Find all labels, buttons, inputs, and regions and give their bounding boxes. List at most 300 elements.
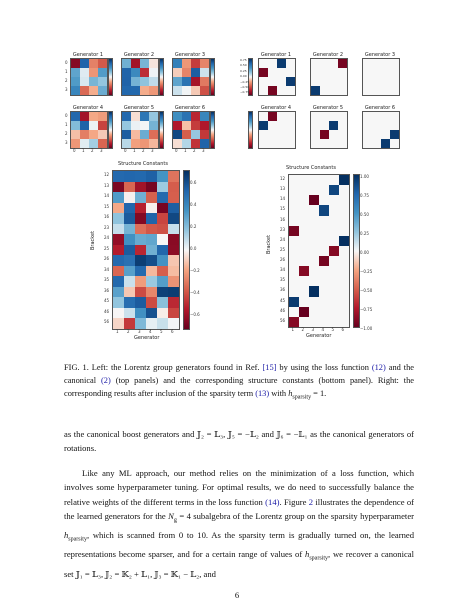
heatmap-cell bbox=[259, 86, 268, 95]
heatmap-cell bbox=[124, 297, 135, 308]
heatmap-cell bbox=[363, 121, 372, 130]
heatmap-cell bbox=[182, 121, 191, 130]
caption-text: with bbox=[269, 389, 289, 398]
heatmap-cell bbox=[124, 318, 135, 329]
heatmap-cell bbox=[191, 130, 200, 139]
col-label: 2 bbox=[301, 327, 305, 332]
generator-title: Generator 1 bbox=[72, 52, 104, 58]
heatmap-cell bbox=[339, 276, 349, 286]
heatmap-cell bbox=[329, 175, 339, 185]
heatmap-cell bbox=[329, 112, 338, 121]
heatmap-cell bbox=[372, 121, 381, 130]
heatmap-cell bbox=[329, 246, 339, 256]
heatmap-cell bbox=[200, 130, 209, 139]
heatmap-cell bbox=[89, 59, 98, 68]
colorbar-tick: −0.25 bbox=[360, 269, 373, 274]
heatmap-cell bbox=[168, 234, 179, 245]
tick-label: 3 bbox=[151, 148, 154, 153]
tick-label: 3 bbox=[202, 148, 205, 153]
colorbar bbox=[108, 111, 113, 149]
heatmap-cell bbox=[113, 318, 124, 329]
col-label: 5 bbox=[331, 327, 335, 332]
heatmap-cell bbox=[286, 130, 295, 139]
heatmap-cell bbox=[268, 130, 277, 139]
heatmap-cell bbox=[80, 86, 89, 95]
heatmap-cell bbox=[168, 182, 179, 193]
generator-title: Generator 5 bbox=[312, 105, 344, 111]
heatmap-cell bbox=[289, 205, 299, 215]
heatmap-cell bbox=[131, 139, 140, 148]
heatmap-cell bbox=[339, 256, 349, 266]
colorbar-tick: −0.50 bbox=[240, 85, 250, 89]
heatmap-cell bbox=[80, 68, 89, 77]
heatmap-cell bbox=[363, 86, 372, 95]
col-label: 3 bbox=[311, 327, 315, 332]
tick-label: 3 bbox=[65, 140, 68, 145]
math-sub: sparsity bbox=[292, 394, 312, 401]
heatmap-cell bbox=[131, 112, 140, 121]
heatmap-cell bbox=[113, 276, 124, 287]
heatmap-cell bbox=[289, 175, 299, 185]
heatmap-cell bbox=[299, 307, 309, 317]
heatmap-cell bbox=[124, 287, 135, 298]
heatmap-cell bbox=[113, 224, 124, 235]
heatmap-cell bbox=[329, 286, 339, 296]
heatmap-cell bbox=[124, 182, 135, 193]
row-label: 35 bbox=[104, 277, 110, 283]
heatmap-cell bbox=[124, 308, 135, 319]
heatmap-cell bbox=[299, 226, 309, 236]
heatmap-cell bbox=[71, 130, 80, 139]
colorbar-tick: 0.50 bbox=[360, 212, 369, 217]
heatmap-cell bbox=[200, 112, 209, 121]
colorbar-tick: 0.4 bbox=[190, 202, 197, 207]
heatmap-cell bbox=[124, 276, 135, 287]
row-label: 26 bbox=[280, 257, 286, 263]
eq-link[interactable]: (12) bbox=[371, 363, 386, 372]
row-label: 14 bbox=[280, 196, 286, 202]
heatmap-cell bbox=[124, 266, 135, 277]
colorbar bbox=[159, 111, 164, 149]
caption-text: and the canonical bbox=[64, 363, 414, 385]
heatmap-cell bbox=[124, 171, 135, 182]
colorbar bbox=[210, 111, 215, 149]
heatmap-cell bbox=[309, 256, 319, 266]
heatmap-cell bbox=[173, 112, 182, 121]
heatmap-cell bbox=[80, 130, 89, 139]
heatmap-cell bbox=[140, 77, 149, 86]
heatmap-cell bbox=[157, 287, 168, 298]
heatmap-cell bbox=[390, 121, 399, 130]
heatmap-cell bbox=[71, 77, 80, 86]
heatmap-cell bbox=[289, 185, 299, 195]
heatmap-cell bbox=[173, 139, 182, 148]
heatmap-cell bbox=[157, 182, 168, 193]
row-label: 14 bbox=[104, 193, 110, 199]
heatmap-cell bbox=[309, 236, 319, 246]
heatmap-cell bbox=[277, 121, 286, 130]
heatmap-cell bbox=[122, 130, 131, 139]
heatmap-cell bbox=[146, 297, 157, 308]
heatmap-cell bbox=[157, 171, 168, 182]
heatmap-cell bbox=[149, 130, 158, 139]
generator-heatmap bbox=[258, 111, 296, 149]
heatmap-cell bbox=[339, 266, 349, 276]
heatmap-cell bbox=[135, 182, 146, 193]
heatmap-cell bbox=[319, 286, 329, 296]
heatmap-cell bbox=[131, 121, 140, 130]
generator-title: Generator 2 bbox=[312, 52, 344, 58]
row-label: 45 bbox=[280, 297, 286, 303]
colorbar-tick: 0.25 bbox=[240, 68, 247, 73]
heatmap-cell bbox=[168, 203, 179, 214]
row-label: 34 bbox=[280, 267, 286, 273]
heatmap-cell bbox=[329, 68, 338, 77]
page-number: 6 bbox=[234, 590, 240, 600]
heatmap-cell bbox=[372, 112, 381, 121]
heatmap-cell bbox=[182, 130, 191, 139]
generator-title: Generator 6 bbox=[364, 105, 396, 111]
heatmap-cell bbox=[338, 68, 347, 77]
heatmap-cell bbox=[124, 255, 135, 266]
tick-label: 1 bbox=[184, 148, 187, 153]
heatmap-cell bbox=[268, 139, 277, 148]
heatmap-cell bbox=[149, 68, 158, 77]
tick-label: 2 bbox=[142, 148, 145, 153]
heatmap-cell bbox=[309, 246, 319, 256]
heatmap-cell bbox=[339, 307, 349, 317]
heatmap-cell bbox=[299, 246, 309, 256]
heatmap-cell bbox=[289, 246, 299, 256]
generator-title: Generator 5 bbox=[123, 105, 155, 111]
heatmap-cell bbox=[146, 255, 157, 266]
generator-heatmap bbox=[310, 111, 348, 149]
colorbar bbox=[159, 58, 164, 96]
heatmap-cell bbox=[338, 139, 347, 148]
col-label: 1 bbox=[291, 327, 295, 332]
heatmap-cell bbox=[98, 112, 107, 121]
heatmap-cell bbox=[140, 68, 149, 77]
heatmap-cell bbox=[168, 213, 179, 224]
heatmap-cell bbox=[339, 175, 349, 185]
heatmap-cell bbox=[168, 171, 179, 182]
heatmap-cell bbox=[319, 236, 329, 246]
heatmap-cell bbox=[146, 287, 157, 298]
heatmap-cell bbox=[135, 266, 146, 277]
colorbar-tick: −0.6 bbox=[190, 312, 200, 317]
tick-label: 1 bbox=[82, 148, 85, 153]
x-axis-label: Generator bbox=[134, 335, 160, 341]
heatmap-cell bbox=[329, 236, 339, 246]
heatmap-cell bbox=[98, 68, 107, 77]
heatmap-cell bbox=[289, 286, 299, 296]
heatmap-cell bbox=[299, 266, 309, 276]
heatmap-cell bbox=[124, 234, 135, 245]
structure-heatmap bbox=[288, 174, 350, 328]
heatmap-cell bbox=[289, 276, 299, 286]
colorbar-tick: 0.00 bbox=[360, 250, 369, 255]
heatmap-cell bbox=[277, 68, 286, 77]
heatmap-cell bbox=[135, 224, 146, 235]
heatmap-cell bbox=[339, 216, 349, 226]
heatmap-cell bbox=[299, 317, 309, 327]
heatmap-cell bbox=[113, 308, 124, 319]
heatmap-cell bbox=[146, 203, 157, 214]
row-label: 25 bbox=[104, 245, 110, 251]
heatmap-cell bbox=[289, 266, 299, 276]
heatmap-cell bbox=[157, 192, 168, 203]
heatmap-cell bbox=[299, 276, 309, 286]
heatmap-cell bbox=[381, 112, 390, 121]
heatmap-cell bbox=[168, 266, 179, 277]
heatmap-cell bbox=[191, 77, 200, 86]
tick-label: 2 bbox=[65, 131, 68, 136]
right-structure-constants-panel bbox=[266, 160, 381, 340]
heatmap-cell bbox=[329, 205, 339, 215]
heatmap-cell bbox=[339, 297, 349, 307]
heatmap-cell bbox=[131, 59, 140, 68]
para-text: and bbox=[258, 429, 277, 439]
heatmap-cell bbox=[363, 112, 372, 121]
heatmap-cell bbox=[339, 246, 349, 256]
heatmap-cell bbox=[339, 236, 349, 246]
heatmap-cell bbox=[173, 130, 182, 139]
heatmap-cell bbox=[113, 182, 124, 193]
tick-label: 2 bbox=[193, 148, 196, 153]
heatmap-cell bbox=[149, 77, 158, 86]
heatmap-cell bbox=[299, 236, 309, 246]
heatmap-cell bbox=[122, 59, 131, 68]
heatmap-cell bbox=[182, 59, 191, 68]
math-sub: g bbox=[173, 517, 177, 524]
generator-heatmap bbox=[172, 58, 210, 96]
generator-title: Generator 3 bbox=[174, 52, 206, 58]
heatmap-cell bbox=[319, 205, 329, 215]
math-h: h bbox=[305, 549, 310, 560]
heatmap-cell bbox=[286, 112, 295, 121]
heatmap-cell bbox=[200, 86, 209, 95]
heatmap-cell bbox=[319, 185, 329, 195]
heatmap-cell bbox=[309, 226, 319, 236]
heatmap-cell bbox=[268, 77, 277, 86]
heatmap-cell bbox=[140, 139, 149, 148]
colorbar-tick: −0.75 bbox=[360, 307, 373, 312]
generator-heatmap bbox=[362, 58, 400, 96]
heatmap-cell bbox=[135, 213, 146, 224]
generator-heatmap bbox=[70, 111, 108, 149]
heatmap-cell bbox=[80, 59, 89, 68]
row-label: 12 bbox=[104, 172, 110, 177]
heatmap-cell bbox=[372, 59, 381, 68]
heatmap-cell bbox=[390, 59, 399, 68]
heatmap-cell bbox=[381, 139, 390, 148]
heatmap-cell bbox=[146, 171, 157, 182]
heatmap-cell bbox=[122, 68, 131, 77]
heatmap-cell bbox=[149, 121, 158, 130]
heatmap-cell bbox=[113, 266, 124, 277]
heatmap-cell bbox=[131, 130, 140, 139]
heatmap-cell bbox=[200, 121, 209, 130]
tick-label: 0 bbox=[175, 148, 178, 153]
heatmap-cell bbox=[277, 139, 286, 148]
eq-link[interactable]: (13) bbox=[255, 389, 270, 398]
heatmap-cell bbox=[329, 226, 339, 236]
colorbar bbox=[183, 170, 190, 330]
heatmap-cell bbox=[157, 245, 168, 256]
eq-link[interactable]: (2) bbox=[101, 376, 111, 385]
heatmap-cell bbox=[168, 192, 179, 203]
tick-label: 2 bbox=[65, 78, 68, 83]
heatmap-cell bbox=[124, 213, 135, 224]
x-axis-label: Generator bbox=[306, 333, 332, 339]
heatmap-cell bbox=[320, 130, 329, 139]
heatmap-cell bbox=[390, 112, 399, 121]
heatmap-cell bbox=[131, 68, 140, 77]
heatmap-cell bbox=[135, 192, 146, 203]
heatmap-cell bbox=[286, 139, 295, 148]
heatmap-cell bbox=[146, 234, 157, 245]
heatmap-cell bbox=[338, 59, 347, 68]
colorbar bbox=[353, 174, 360, 328]
heatmap-cell bbox=[135, 245, 146, 256]
heatmap-cell bbox=[372, 139, 381, 148]
heatmap-cell bbox=[191, 112, 200, 121]
heatmap-cell bbox=[277, 59, 286, 68]
heatmap-cell bbox=[289, 317, 299, 327]
heatmap-cell bbox=[89, 77, 98, 86]
heatmap-cell bbox=[319, 276, 329, 286]
heatmap-cell bbox=[191, 86, 200, 95]
heatmap-cell bbox=[329, 77, 338, 86]
heatmap-cell bbox=[157, 318, 168, 329]
heatmap-cell bbox=[286, 77, 295, 86]
heatmap-cell bbox=[311, 121, 320, 130]
heatmap-cell bbox=[381, 121, 390, 130]
heatmap-cell bbox=[381, 130, 390, 139]
para-text: illustrates the dependence of the learned generators for the bbox=[64, 496, 414, 522]
heatmap-cell bbox=[339, 226, 349, 236]
figure-link[interactable]: 2 bbox=[308, 496, 314, 507]
heatmap-cell bbox=[268, 121, 277, 130]
y-axis-label: Bracket bbox=[90, 230, 96, 250]
colorbar-tick: 0.75 bbox=[240, 58, 247, 62]
heatmap-cell bbox=[309, 175, 319, 185]
heatmap-cell bbox=[80, 77, 89, 86]
heatmap-cell bbox=[329, 276, 339, 286]
caption-text: = 1. bbox=[311, 389, 327, 398]
heatmap-cell bbox=[339, 317, 349, 327]
colorbar-tick: 0.0 bbox=[190, 246, 197, 251]
heatmap-cell bbox=[363, 77, 372, 86]
heatmap-cell bbox=[131, 86, 140, 95]
heatmap-cell bbox=[329, 266, 339, 276]
heatmap-cell bbox=[168, 308, 179, 319]
heatmap-cell bbox=[200, 59, 209, 68]
tick-label: 1 bbox=[65, 122, 68, 127]
heatmap-cell bbox=[329, 185, 339, 195]
para-text: , we recover a canonical set 𝕁₁ = 𝕃₃, 𝕁₂ = 𝕂₂ + 𝕃₁, 𝕁₃ = 𝕂₁ − 𝕃₂, and bbox=[64, 549, 414, 579]
row-label: 24 bbox=[104, 235, 110, 241]
heatmap-cell bbox=[182, 139, 191, 148]
para-text: Like any ML approach, our method relies on the minimization of a loss function, which involves some hyperparameter tuning. For optimal results, we do need to successfully balance the relative weights of the different terms in the loss function bbox=[64, 468, 414, 507]
heatmap-cell bbox=[140, 59, 149, 68]
heatmap-cell bbox=[259, 121, 268, 130]
heatmap-cell bbox=[191, 68, 200, 77]
heatmap-cell bbox=[122, 77, 131, 86]
heatmap-cell bbox=[319, 297, 329, 307]
heatmap-cell bbox=[146, 245, 157, 256]
heatmap-cell bbox=[135, 234, 146, 245]
heatmap-cell bbox=[168, 297, 179, 308]
generator-title: Generator 4 bbox=[72, 105, 104, 111]
heatmap-cell bbox=[131, 77, 140, 86]
heatmap-cell bbox=[268, 68, 277, 77]
heatmap-cell bbox=[259, 77, 268, 86]
para-text: = 4 subalgebra of the Lorentz group on the sparsity hyperparameter bbox=[176, 511, 414, 522]
heatmap-cell bbox=[339, 286, 349, 296]
generator-heatmap bbox=[310, 58, 348, 96]
heatmap-cell bbox=[277, 130, 286, 139]
heatmap-cell bbox=[289, 226, 299, 236]
heatmap-cell bbox=[338, 112, 347, 121]
heatmap-cell bbox=[329, 130, 338, 139]
heatmap-cell bbox=[268, 59, 277, 68]
heatmap-cell bbox=[309, 185, 319, 195]
heatmap-cell bbox=[277, 112, 286, 121]
row-label: 16 bbox=[280, 216, 286, 222]
heatmap-cell bbox=[311, 130, 320, 139]
heatmap-cell bbox=[329, 86, 338, 95]
right-generator-panels bbox=[240, 52, 420, 162]
heatmap-cell bbox=[71, 68, 80, 77]
heatmap-cell bbox=[71, 112, 80, 121]
heatmap-cell bbox=[277, 77, 286, 86]
col-label: 6 bbox=[171, 329, 174, 334]
eq-link[interactable]: (14) bbox=[265, 496, 280, 507]
heatmap-cell bbox=[135, 171, 146, 182]
heatmap-cell bbox=[338, 121, 347, 130]
ref-link[interactable]: [15] bbox=[262, 363, 277, 372]
heatmap-cell bbox=[320, 139, 329, 148]
heatmap-cell bbox=[390, 86, 399, 95]
colorbar bbox=[108, 58, 113, 96]
heatmap-cell bbox=[286, 121, 295, 130]
heatmap-cell bbox=[381, 77, 390, 86]
heatmap-cell bbox=[173, 59, 182, 68]
heatmap-cell bbox=[146, 192, 157, 203]
heatmap-cell bbox=[89, 112, 98, 121]
heatmap-cell bbox=[135, 203, 146, 214]
heatmap-cell bbox=[140, 112, 149, 121]
heatmap-cell bbox=[259, 112, 268, 121]
heatmap-cell bbox=[289, 216, 299, 226]
colorbar-tick: 0.75 bbox=[360, 193, 369, 198]
left-structure-constants-panel bbox=[90, 160, 213, 341]
heatmap-cell bbox=[286, 68, 295, 77]
heatmap-cell bbox=[113, 297, 124, 308]
math-sub: sparsity bbox=[68, 537, 87, 544]
colorbar-tick: 0.00 bbox=[240, 74, 247, 79]
heatmap-cell bbox=[113, 192, 124, 203]
heatmap-cell bbox=[338, 130, 347, 139]
heatmap-cell bbox=[98, 121, 107, 130]
heatmap-cell bbox=[329, 307, 339, 317]
heatmap-cell bbox=[140, 121, 149, 130]
heatmap-cell bbox=[289, 297, 299, 307]
heatmap-cell bbox=[339, 185, 349, 195]
row-label: 56 bbox=[104, 319, 110, 325]
generator-title: Generator 2 bbox=[123, 52, 155, 58]
